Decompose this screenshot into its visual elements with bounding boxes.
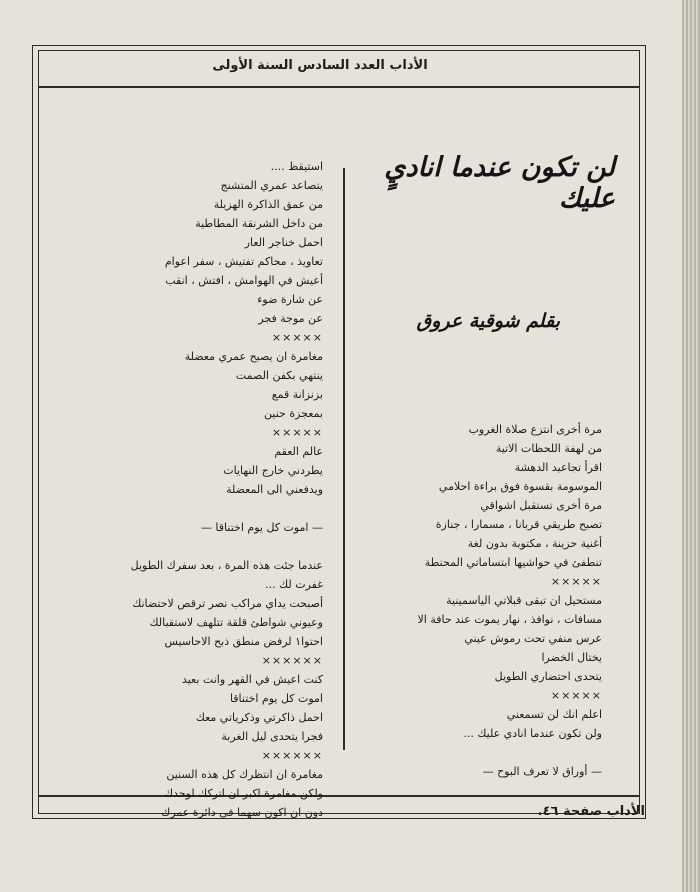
poem-line: عندما جئت هذه المرة ، بعد سفرك الطويل <box>130 559 323 572</box>
poem-line: دون ان اكون سهما في دائرة عمرك <box>161 806 323 819</box>
column-divider <box>343 168 345 750</box>
poem-line: غفرت لك ... <box>265 578 323 591</box>
poem-line: بزنزانة قمع <box>271 388 323 401</box>
poem-line: احمل خناجر العار <box>244 236 323 249</box>
poem-line: تعاويذ ، محاكم تفتيش ، سفر اعوام <box>164 255 323 268</box>
poem-line: عالم العقم <box>274 445 323 458</box>
poem-line: يختال الخضرا <box>541 651 602 664</box>
poem-line: اقرأ تجاعيد الدهشة <box>514 461 602 474</box>
poem-line: عن شارة ضوء <box>257 293 323 306</box>
poem-author: بقلم شوقية عروق <box>416 310 560 332</box>
poem-line: الموسومة بقسوة فوق براءة احلامي <box>438 480 602 493</box>
poem-line: مسافات ، نوافذ ، نهار يموت عند حافة الا <box>417 613 602 626</box>
page-footer: الأداب صفحة ٤٦. <box>537 804 645 819</box>
right-column <box>352 420 602 781</box>
poem-line: ينتهي بكفن الصمت <box>235 369 323 382</box>
poem-line: مغامرة ان انتظرك كل هذه السنين <box>166 768 323 781</box>
poem-line: مستحيل ان تبقى قبلاتي الياسمينية <box>446 594 602 607</box>
stanza-separator: ×××××× <box>261 654 323 667</box>
poem-line: استيقظ .... <box>270 160 323 173</box>
poem-line <box>352 743 602 762</box>
poem-line: يتصاعد عمري المتشنج <box>220 179 323 192</box>
poem-line: ولكن مغامرة اكبر ان اتركك لوحدك <box>163 787 323 800</box>
poem-line: يتحدى احتضاري الطويل <box>494 670 602 683</box>
stanza-separator: ××××× <box>550 575 602 588</box>
poem-line: عرس منفي تحت رموش عيني <box>464 632 602 645</box>
poem-line: من لهفة اللحظات الاتية <box>495 442 602 455</box>
poem-line: مرة أخرى انتزع صلاة الغروب <box>468 423 602 436</box>
poem-line <box>95 499 323 518</box>
poem-line: — أوراق لا تعرف البوح — <box>482 765 602 778</box>
header-rule <box>38 86 639 88</box>
running-header: الأداب العدد السادس السنة الأولى <box>212 58 428 73</box>
poem-line: فجرا يتحدى ليل الغربة <box>221 730 323 743</box>
poem-line: احمل ذاكرتي وذكرياتي معك <box>195 711 323 724</box>
poem-line: من داخل الشرنقة المطاطية <box>195 217 323 230</box>
poem-line: اموت كل يوم اختناقا <box>229 692 323 705</box>
stanza-separator: ××××× <box>271 331 323 344</box>
poem-line: وعيوني شواطئ قلقة تتلهف لاستقبالك <box>149 616 323 629</box>
poem-line: ويدفعني الى المعضلة <box>226 483 323 496</box>
page-stack-edge <box>682 0 700 892</box>
stanza-separator: ××××× <box>271 426 323 439</box>
stanza-separator: ×××××× <box>261 749 323 762</box>
poem-line: بمعجزة حنين <box>264 407 323 420</box>
poem-line: مرة أخرى تستقبل اشواقي <box>480 499 602 512</box>
poem-line: اعلم انك لن تسمعني <box>506 708 602 721</box>
poem-line: — اموت كل يوم اختناقا — <box>200 521 323 534</box>
poem-line: احتوا١ لرفض منطق ذبح الاحاسيس <box>164 635 323 648</box>
poem-line: مغامرة ان يصبح عمري معضلة <box>184 350 323 363</box>
poem-line: أصبحت يداي مراكب نصر ترقص لاحتضانك <box>132 597 323 610</box>
poem-line: ولن تكون عندما انادي عليك ... <box>463 727 602 740</box>
poem-line: تنطفئ في حواشيها ابتساماتي المحنطة <box>424 556 602 569</box>
poem-line: من عمق الذاكرة الهزيلة <box>213 198 323 211</box>
poem-line: عن موجة فجر <box>258 312 323 325</box>
poem-line: أعيش في الهوامش ، افتش ، انقب <box>165 274 323 287</box>
poem-title: لن تكون عندما اناديٍ عليك <box>384 152 615 214</box>
poem-line: تصبح طريقي قربانا ، مسمارا ، جنازة <box>435 518 602 531</box>
poem-line: كنت اعيش في القهر وانت بعيد <box>181 673 323 686</box>
left-column <box>95 157 323 822</box>
poem-line: أغنية حزينة ، مكتوبة بدون لغة <box>467 537 602 550</box>
stanza-separator: ××××× <box>550 689 602 702</box>
poem-line: يطردني خارج النهايات <box>223 464 323 477</box>
poem-line <box>95 537 323 556</box>
